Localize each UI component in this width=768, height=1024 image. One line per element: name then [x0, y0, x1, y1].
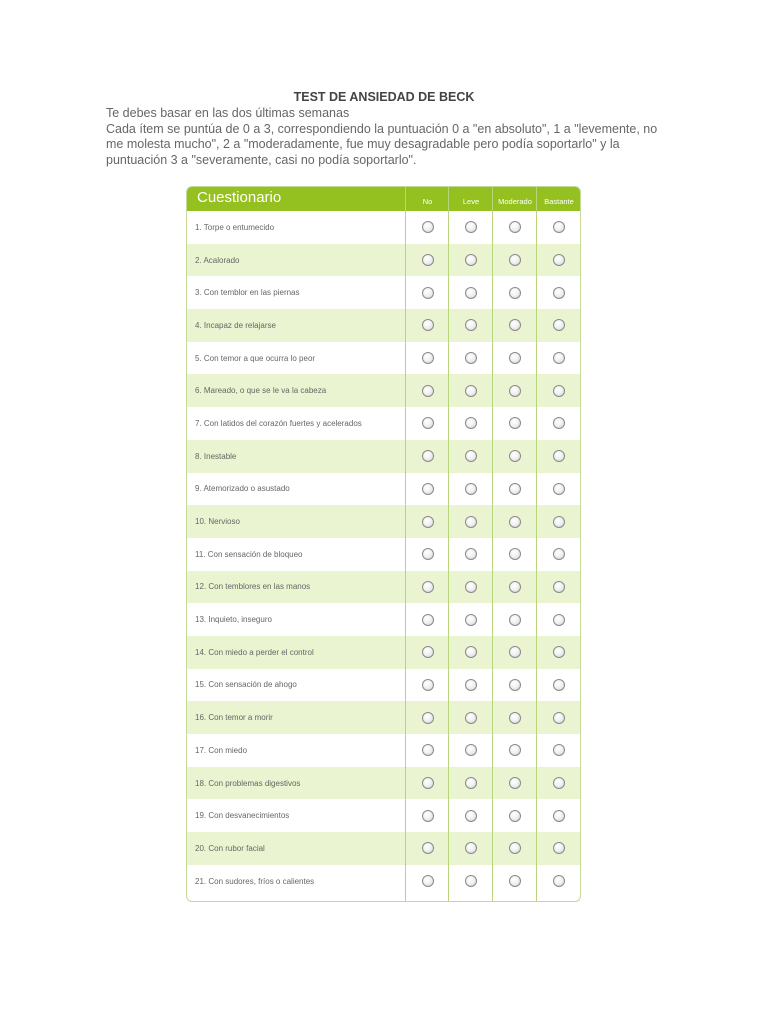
- radio-bastante[interactable]: [553, 810, 565, 822]
- question-label: 10. Nervioso: [195, 517, 240, 527]
- radio-bastante[interactable]: [553, 483, 565, 495]
- answer-cell-moderado: [493, 276, 537, 309]
- radio-moderado[interactable]: [509, 712, 521, 724]
- answer-cell-moderado: [493, 571, 537, 604]
- radio-no[interactable]: [422, 483, 434, 495]
- answer-cell-leve: [449, 636, 493, 669]
- answer-cell-no: [406, 636, 449, 669]
- radio-moderado[interactable]: [509, 417, 521, 429]
- question-label: 5. Con temor a que ocurra lo peor: [195, 353, 316, 363]
- answer-cell-leve: [449, 309, 493, 342]
- answer-cell-bastante: [537, 636, 581, 669]
- answer-cell-moderado: [493, 374, 537, 407]
- question-row: [187, 636, 580, 669]
- question-label: 1. Torpe o entumecido: [195, 222, 275, 232]
- answer-cell-moderado: [493, 603, 537, 636]
- questionnaire-form: [186, 186, 581, 902]
- answer-cell-leve: [449, 440, 493, 473]
- answer-cell-moderado: [493, 538, 537, 571]
- question-label: 20. Con rubor facial: [195, 843, 265, 853]
- question-row: [187, 407, 580, 440]
- answer-cell-no: [406, 734, 449, 767]
- answer-cell-no: [406, 407, 449, 440]
- answer-cell-no: [406, 309, 449, 342]
- question-row: [187, 603, 580, 636]
- radio-leve[interactable]: [465, 417, 477, 429]
- radio-bastante[interactable]: [553, 679, 565, 691]
- answer-cell-moderado: [493, 309, 537, 342]
- radio-bastante[interactable]: [553, 287, 565, 299]
- radio-leve[interactable]: [465, 548, 477, 560]
- radio-bastante[interactable]: [553, 319, 565, 331]
- question-row: [187, 799, 580, 832]
- question-row: [187, 309, 580, 342]
- question-row: [187, 669, 580, 702]
- answer-cell-bastante: [537, 473, 581, 506]
- radio-bastante[interactable]: [553, 385, 565, 397]
- radio-leve[interactable]: [465, 712, 477, 724]
- radio-no[interactable]: [422, 221, 434, 233]
- radio-moderado[interactable]: [509, 646, 521, 658]
- radio-leve[interactable]: [465, 777, 477, 789]
- radio-moderado[interactable]: [509, 319, 521, 331]
- answer-cell-no: [406, 538, 449, 571]
- radio-moderado[interactable]: [509, 777, 521, 789]
- answer-cell-leve: [449, 473, 493, 506]
- answer-cell-moderado: [493, 211, 537, 244]
- radio-moderado[interactable]: [509, 842, 521, 854]
- answer-cell-leve: [449, 865, 493, 898]
- answer-cell-moderado: [493, 865, 537, 898]
- radio-no[interactable]: [422, 679, 434, 691]
- radio-bastante[interactable]: [553, 614, 565, 626]
- intro-scoring: Cada ítem se puntúa de 0 a 3, correspondiendo la puntuación 0 a "en absoluto", 1 a "levemente, no me molesta mucho", 2 a "moderadamente, fue muy desagradable pero podía soportarlo" y la puntuación 3 a "severamente, casi no podía soportarlo".: [106, 121, 658, 167]
- radio-moderado[interactable]: [509, 548, 521, 560]
- answer-cell-leve: [449, 603, 493, 636]
- radio-leve[interactable]: [465, 287, 477, 299]
- radio-leve[interactable]: [465, 254, 477, 266]
- answer-cell-leve: [449, 701, 493, 734]
- question-row: [187, 244, 580, 277]
- radio-bastante[interactable]: [553, 712, 565, 724]
- question-label: 17. Con miedo: [195, 745, 248, 755]
- radio-moderado[interactable]: [509, 614, 521, 626]
- radio-bastante[interactable]: [553, 842, 565, 854]
- radio-bastante[interactable]: [553, 516, 565, 528]
- answer-cell-leve: [449, 276, 493, 309]
- answer-cell-leve: [449, 767, 493, 800]
- question-row: [187, 342, 580, 375]
- radio-leve[interactable]: [465, 352, 477, 364]
- answer-cell-bastante: [537, 767, 581, 800]
- radio-no[interactable]: [422, 254, 434, 266]
- answer-cell-moderado: [493, 701, 537, 734]
- question-label: 8. Inestable: [195, 451, 237, 461]
- answer-cell-bastante: [537, 276, 581, 309]
- answer-cell-leve: [449, 799, 493, 832]
- question-row: [187, 505, 580, 538]
- question-row: [187, 374, 580, 407]
- radio-no[interactable]: [422, 319, 434, 331]
- radio-leve[interactable]: [465, 516, 477, 528]
- answer-cell-no: [406, 865, 449, 898]
- answer-cell-bastante: [537, 342, 581, 375]
- question-label: 3. Con temblor en las piernas: [195, 288, 300, 298]
- answer-cell-no: [406, 440, 449, 473]
- radio-leve[interactable]: [465, 679, 477, 691]
- answer-cell-moderado: [493, 505, 537, 538]
- radio-no[interactable]: [422, 548, 434, 560]
- answer-cell-no: [406, 669, 449, 702]
- answer-cell-no: [406, 571, 449, 604]
- answer-cell-no: [406, 276, 449, 309]
- answer-cell-bastante: [537, 374, 581, 407]
- answer-cell-leve: [449, 538, 493, 571]
- answer-cell-moderado: [493, 767, 537, 800]
- document-intro: [106, 106, 676, 168]
- radio-moderado[interactable]: [509, 352, 521, 364]
- answer-cell-bastante: [537, 538, 581, 571]
- radio-leve[interactable]: [465, 319, 477, 331]
- answer-cell-leve: [449, 505, 493, 538]
- question-row: [187, 734, 580, 767]
- answer-cell-leve: [449, 571, 493, 604]
- radio-no[interactable]: [422, 875, 434, 887]
- radio-moderado[interactable]: [509, 221, 521, 233]
- radio-moderado[interactable]: [509, 483, 521, 495]
- answer-cell-no: [406, 473, 449, 506]
- radio-no[interactable]: [422, 352, 434, 364]
- question-row: [187, 832, 580, 865]
- column-header-leve: Leve: [462, 197, 480, 206]
- question-label: 9. Atemorizado o asustado: [195, 484, 290, 494]
- radio-leve[interactable]: [465, 614, 477, 626]
- answer-cell-leve: [449, 407, 493, 440]
- answer-cell-bastante: [537, 571, 581, 604]
- questionnaire-title: Cuestionario: [197, 189, 282, 206]
- answer-cell-moderado: [493, 407, 537, 440]
- answer-cell-bastante: [537, 407, 581, 440]
- answer-cell-bastante: [537, 603, 581, 636]
- question-row: [187, 767, 580, 800]
- question-label: 18. Con problemas digestivos: [195, 778, 301, 788]
- intro-period: Te debes basar en las dos últimas semanas: [106, 106, 350, 120]
- radio-no[interactable]: [422, 744, 434, 756]
- answer-cell-no: [406, 211, 449, 244]
- radio-no[interactable]: [422, 614, 434, 626]
- answer-cell-bastante: [537, 211, 581, 244]
- radio-leve[interactable]: [465, 483, 477, 495]
- radio-leve[interactable]: [465, 744, 477, 756]
- radio-no[interactable]: [422, 581, 434, 593]
- radio-no[interactable]: [422, 385, 434, 397]
- answer-cell-leve: [449, 374, 493, 407]
- radio-moderado[interactable]: [509, 516, 521, 528]
- question-row: [187, 211, 580, 244]
- answer-cell-bastante: [537, 309, 581, 342]
- answer-cell-leve: [449, 244, 493, 277]
- answer-cell-no: [406, 767, 449, 800]
- answer-cell-leve: [449, 342, 493, 375]
- column-header-no: No: [422, 197, 433, 206]
- radio-leve[interactable]: [465, 385, 477, 397]
- radio-bastante[interactable]: [553, 450, 565, 462]
- radio-no[interactable]: [422, 712, 434, 724]
- answer-cell-moderado: [493, 734, 537, 767]
- radio-moderado[interactable]: [509, 679, 521, 691]
- answer-cell-moderado: [493, 799, 537, 832]
- question-label: 13. Inquieto, inseguro: [195, 615, 272, 625]
- answer-cell-bastante: [537, 832, 581, 865]
- answer-cell-moderado: [493, 636, 537, 669]
- radio-leve[interactable]: [465, 221, 477, 233]
- radio-moderado[interactable]: [509, 450, 521, 462]
- answer-cell-moderado: [493, 244, 537, 277]
- radio-no[interactable]: [422, 777, 434, 789]
- question-label: 19. Con desvanecimientos: [195, 811, 290, 821]
- question-label: 21. Con sudores, fríos o calientes: [195, 876, 315, 886]
- answer-cell-moderado: [493, 669, 537, 702]
- radio-leve[interactable]: [465, 450, 477, 462]
- radio-bastante[interactable]: [553, 548, 565, 560]
- radio-leve[interactable]: [465, 810, 477, 822]
- answer-cell-bastante: [537, 865, 581, 898]
- radio-bastante[interactable]: [553, 417, 565, 429]
- column-header-moderado: Moderado: [498, 197, 532, 206]
- question-label: 16. Con temor a morir: [195, 713, 273, 723]
- question-label: 12. Con temblores en las manos: [195, 582, 311, 592]
- radio-moderado[interactable]: [509, 581, 521, 593]
- answer-cell-moderado: [493, 832, 537, 865]
- radio-bastante[interactable]: [553, 581, 565, 593]
- answer-cell-bastante: [537, 505, 581, 538]
- radio-leve[interactable]: [465, 842, 477, 854]
- radio-moderado[interactable]: [509, 810, 521, 822]
- radio-moderado[interactable]: [509, 875, 521, 887]
- question-row: [187, 865, 580, 898]
- question-label: 6. Mareado, o que se le va la cabeza: [195, 386, 327, 396]
- radio-moderado[interactable]: [509, 254, 521, 266]
- question-label: 11. Con sensación de bloqueo: [195, 549, 303, 559]
- answer-cell-no: [406, 374, 449, 407]
- radio-leve[interactable]: [465, 646, 477, 658]
- question-label: 2. Acalorado: [195, 255, 240, 265]
- radio-moderado[interactable]: [509, 287, 521, 299]
- radio-no[interactable]: [422, 646, 434, 658]
- question-row: [187, 538, 580, 571]
- answer-cell-no: [406, 832, 449, 865]
- answer-cell-no: [406, 603, 449, 636]
- question-label: 15. Con sensación de ahogo: [195, 680, 297, 690]
- answer-cell-bastante: [537, 440, 581, 473]
- radio-no[interactable]: [422, 810, 434, 822]
- radio-leve[interactable]: [465, 875, 477, 887]
- answer-cell-no: [406, 244, 449, 277]
- question-label: 14. Con miedo a perder el control: [195, 647, 314, 657]
- question-label: 4. Incapaz de relajarse: [195, 320, 276, 330]
- answer-cell-bastante: [537, 734, 581, 767]
- radio-bastante[interactable]: [553, 777, 565, 789]
- document-title: TEST DE ANSIEDAD DE BECK: [293, 90, 475, 104]
- radio-bastante[interactable]: [553, 744, 565, 756]
- answer-cell-bastante: [537, 244, 581, 277]
- question-row: [187, 571, 580, 604]
- radio-bastante[interactable]: [553, 646, 565, 658]
- radio-leve[interactable]: [465, 581, 477, 593]
- answer-cell-leve: [449, 832, 493, 865]
- radio-no[interactable]: [422, 516, 434, 528]
- answer-cell-leve: [449, 669, 493, 702]
- radio-moderado[interactable]: [509, 744, 521, 756]
- column-header-bastante: Bastante: [544, 197, 574, 206]
- radio-no[interactable]: [422, 450, 434, 462]
- answer-cell-moderado: [493, 342, 537, 375]
- question-row: [187, 440, 580, 473]
- answer-cell-no: [406, 505, 449, 538]
- answer-cell-bastante: [537, 701, 581, 734]
- question-row: [187, 276, 580, 309]
- answer-cell-moderado: [493, 473, 537, 506]
- answer-cell-leve: [449, 734, 493, 767]
- radio-bastante[interactable]: [553, 352, 565, 364]
- questionnaire-rows: [187, 211, 580, 897]
- answer-cell-no: [406, 701, 449, 734]
- radio-bastante[interactable]: [553, 875, 565, 887]
- answer-cell-no: [406, 342, 449, 375]
- radio-no[interactable]: [422, 417, 434, 429]
- answer-cell-bastante: [537, 799, 581, 832]
- question-row: [187, 701, 580, 734]
- questionnaire-header: [187, 187, 580, 211]
- answer-cell-leve: [449, 211, 493, 244]
- radio-no[interactable]: [422, 287, 434, 299]
- answer-cell-no: [406, 799, 449, 832]
- answer-cell-bastante: [537, 669, 581, 702]
- radio-bastante[interactable]: [553, 221, 565, 233]
- answer-cell-moderado: [493, 440, 537, 473]
- radio-moderado[interactable]: [509, 385, 521, 397]
- question-row: [187, 473, 580, 506]
- question-label: 7. Con latidos del corazón fuertes y acelerados: [195, 418, 362, 428]
- radio-no[interactable]: [422, 842, 434, 854]
- radio-bastante[interactable]: [553, 254, 565, 266]
